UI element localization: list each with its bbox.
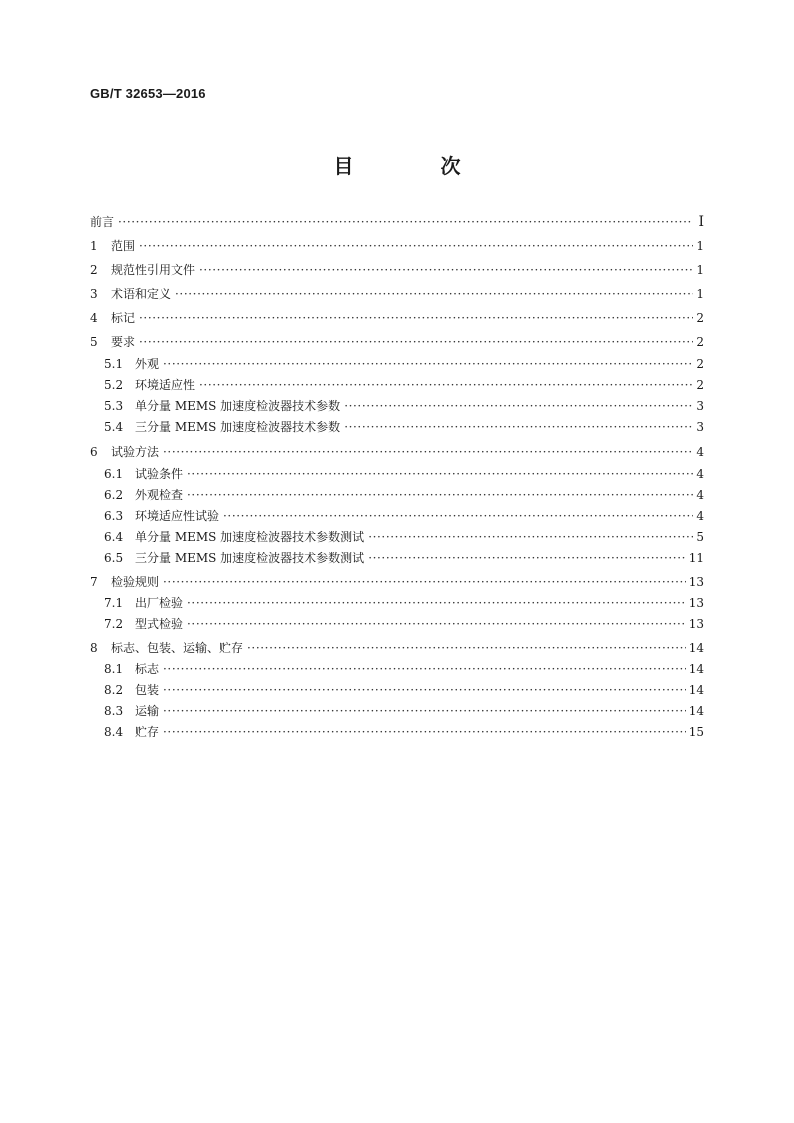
toc-entry-number: 7.2 — [104, 617, 124, 631]
toc-entry-page: 1 — [696, 239, 704, 253]
toc-entry-label: 标志 — [135, 662, 160, 676]
toc-leader-dots — [139, 240, 693, 252]
toc-entry-label: 范围 — [111, 239, 136, 253]
toc-leader-dots — [187, 489, 693, 501]
toc-entry-page: 2 — [696, 335, 704, 349]
toc-entry[interactable] — [90, 489, 704, 501]
toc-entry-label: 标志、包装、运输、贮存 — [111, 641, 244, 655]
toc-leader-dots — [368, 531, 693, 543]
toc-entry-label: 检验规则 — [111, 575, 160, 589]
toc-entry-number: 8.4 — [104, 725, 124, 739]
toc-entry-page: 4 — [696, 509, 704, 523]
toc-entry[interactable] — [90, 264, 704, 276]
toc-entry-number: 6.2 — [104, 488, 124, 502]
toc-entry-number: 6 — [90, 445, 98, 459]
toc-entry-label: 贮存 — [135, 725, 160, 739]
toc-entry-label: 试验方法 — [111, 445, 160, 459]
page-title: 目 次 — [333, 154, 501, 178]
toc-leader-dots — [344, 400, 693, 412]
toc-entry-page: 13 — [688, 575, 704, 589]
toc-entry-page: 4 — [696, 488, 704, 502]
toc-entry-number: 3 — [90, 287, 98, 301]
toc-entry-number: 5.4 — [104, 420, 124, 434]
toc-entry-page: 15 — [688, 725, 704, 739]
toc-entry-label: 型式检验 — [135, 617, 184, 631]
toc-entry-number: 1 — [90, 239, 98, 253]
toc-entry-page: 1 — [696, 287, 704, 301]
toc-leader-dots — [247, 642, 686, 654]
toc-entry-label: 术语和定义 — [111, 287, 172, 301]
toc-leader-dots — [199, 379, 693, 391]
toc-entry-page: 13 — [688, 617, 704, 631]
toc-entry-label: 要求 — [111, 335, 136, 349]
toc-entry-number: 2 — [90, 263, 98, 277]
toc-entry[interactable] — [90, 336, 704, 348]
toc-leader-dots — [163, 684, 686, 696]
toc-entry-page: 1 — [696, 263, 704, 277]
toc-entry[interactable] — [90, 576, 704, 588]
toc-entry-page: 3 — [696, 420, 704, 434]
toc-entry-number: 7 — [90, 575, 98, 589]
toc-leader-dots — [139, 336, 693, 348]
toc-entry-page: 14 — [688, 704, 704, 718]
toc-entry[interactable] — [90, 216, 704, 228]
toc-leader-dots — [163, 726, 686, 738]
toc-entry-number: 6.1 — [104, 467, 124, 481]
toc-entry[interactable] — [90, 642, 704, 654]
toc-leader-dots — [344, 421, 693, 433]
toc-entry-label: 外观检查 — [135, 488, 184, 502]
toc-leader-dots — [163, 446, 693, 458]
toc-entry-label: 标记 — [111, 311, 136, 325]
toc-entry-number: 8.3 — [104, 704, 124, 718]
toc-entry-number: 8.2 — [104, 683, 124, 697]
toc-entry[interactable] — [90, 312, 704, 324]
toc-leader-dots — [163, 358, 693, 370]
toc-leader-dots — [163, 576, 686, 588]
toc-entry-number: 8 — [90, 641, 98, 655]
toc-leader-dots — [223, 510, 693, 522]
toc-entry[interactable] — [90, 446, 704, 458]
toc-entry-number: 5.2 — [104, 378, 124, 392]
toc-entry-number: 5.3 — [104, 399, 124, 413]
toc-leader-dots — [163, 663, 686, 675]
toc-entry[interactable] — [90, 684, 704, 696]
toc-entry-label: 出厂检验 — [135, 596, 184, 610]
toc-entry[interactable] — [90, 400, 704, 412]
toc-entry-page: 2 — [696, 311, 704, 325]
toc-entry[interactable] — [90, 618, 704, 630]
toc-leader-dots — [187, 597, 686, 609]
toc-entry-page: 13 — [688, 596, 704, 610]
toc-entry-label: 运输 — [135, 704, 160, 718]
toc-entry-number: 6.5 — [104, 551, 124, 565]
toc-entry[interactable] — [90, 240, 704, 252]
toc-entry-number: 6.4 — [104, 530, 124, 544]
toc-entry[interactable] — [90, 726, 704, 738]
toc-entry-page: 3 — [696, 399, 704, 413]
toc-leader-dots — [139, 312, 693, 324]
toc-entry-label: 外观 — [135, 357, 160, 371]
toc-entry[interactable] — [90, 531, 704, 543]
toc-entry[interactable] — [90, 510, 704, 522]
toc-entry-label: 规范性引用文件 — [111, 263, 196, 277]
toc-entry-label: 三分量 MEMS 加速度检波器技术参数 — [135, 420, 341, 434]
toc-entry[interactable] — [90, 597, 704, 609]
toc-entry-number: 7.1 — [104, 596, 124, 610]
toc-entry-page: 11 — [688, 551, 704, 565]
toc-leader-dots — [187, 618, 686, 630]
toc-entry[interactable] — [90, 288, 704, 300]
toc-entry[interactable] — [90, 468, 704, 480]
toc-entry-label: 单分量 MEMS 加速度检波器技术参数 — [135, 399, 341, 413]
toc-entry[interactable] — [90, 379, 704, 391]
toc-leader-dots — [118, 216, 693, 228]
toc-entry[interactable] — [90, 552, 704, 564]
toc-entry-label: 三分量 MEMS 加速度检波器技术参数测试 — [135, 551, 365, 565]
toc-entry-label: 前言 — [90, 215, 115, 229]
toc-entry[interactable] — [90, 421, 704, 433]
toc-entry-number: 5 — [90, 335, 98, 349]
toc-entry-label: 环境适应性 — [135, 378, 196, 392]
toc-entry-number: 6.3 — [104, 509, 124, 523]
toc-entry-page: 4 — [696, 445, 704, 459]
toc-entry-number: 8.1 — [104, 662, 124, 676]
toc-entry-page: 2 — [696, 357, 704, 371]
toc-entry[interactable] — [90, 705, 704, 717]
toc-entry-page: 14 — [688, 641, 704, 655]
toc-leader-dots — [187, 468, 693, 480]
standard-code: GB/T 32653—2016 — [90, 86, 206, 101]
toc-entry-label: 试验条件 — [135, 467, 184, 481]
toc-entry-number: 5.1 — [104, 357, 124, 371]
toc-leader-dots — [175, 288, 693, 300]
toc-entry[interactable] — [90, 358, 704, 370]
toc-leader-dots — [199, 264, 693, 276]
toc-entry-label: 环境适应性试验 — [135, 509, 220, 523]
toc-leader-dots — [163, 705, 686, 717]
toc-entry-page: 2 — [696, 378, 704, 392]
toc-entry-page: 5 — [696, 530, 704, 544]
toc-entry-page: 14 — [688, 683, 704, 697]
toc-leader-dots — [368, 552, 686, 564]
toc-entry-label: 包装 — [135, 683, 160, 697]
toc-entry-page: 14 — [688, 662, 704, 676]
toc-entry-number: 4 — [90, 311, 98, 325]
toc-entry-page: 4 — [696, 467, 704, 481]
toc-entry-page: Ⅰ — [698, 214, 704, 230]
toc-entry-label: 单分量 MEMS 加速度检波器技术参数测试 — [135, 530, 365, 544]
toc-entry[interactable] — [90, 663, 704, 675]
